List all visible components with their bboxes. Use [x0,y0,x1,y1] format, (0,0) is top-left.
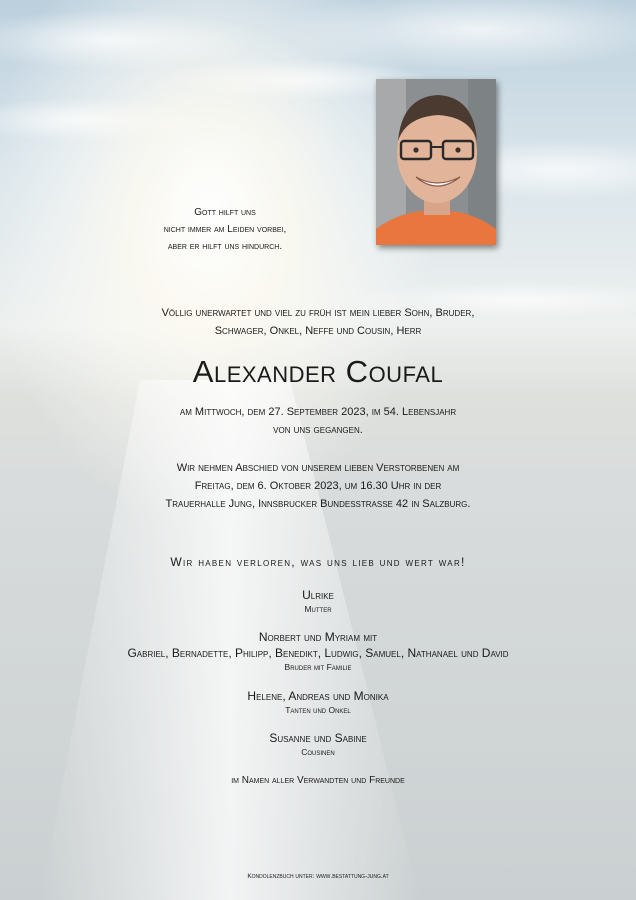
portrait-icon [376,79,496,245]
mourner-group [0,587,636,615]
farewell-line: Wir nehmen Abschied von unserem lieben Verstorbenen am [176,462,460,474]
mourner-name: Norbert und Myriam mit [258,630,378,644]
closing-line: im Namen aller Verwandten und Freunde [231,775,405,786]
mourner-group [0,629,636,673]
memorial-quote: Wir haben verloren, was uns lieb und wert war! [170,555,466,569]
portrait-photo [376,79,496,245]
farewell-line: Trauerhalle Jung, Innsbrucker Bundesstrasse 42 in Salzburg. [165,498,471,510]
death-line: am Mittwoch, dem 27. September 2023, im 54. Lebensjahr [179,406,457,418]
intro-line: Schwager, Onkel, Neffe und Cousin, Herr [214,325,422,337]
mourner-name: Helene, Andreas und Monika [247,689,389,703]
mourner-name: Susanne und Sabine [269,731,367,745]
intro-text [0,304,636,340]
mourner-group [0,688,636,716]
deceased-name: Alexander Coufal [192,354,444,389]
farewell-line: Freitag, dem 6. Oktober 2023, um 16.30 Uhr in der [194,480,442,492]
mourner-relation: Bruder mit Familie [284,662,352,672]
condolence-book-footer: Kondolenzbuch unter: www.bestattung-jung.at [247,873,389,880]
death-line: von uns gegangen. [273,424,363,436]
mourner-group [0,730,636,758]
mourner-relation: Cousinen [301,747,335,757]
mourner-name: Ulrike [302,588,334,602]
motto-line: nicht immer am Leiden vorbei, [163,224,287,235]
intro-line: Völlig unerwartet und viel zu früh ist mein lieber Sohn, Bruder, [161,307,475,319]
mourner-relation: Tanten und Onkel [285,705,351,715]
motto-line: aber er hilft uns hindurch. [167,241,283,252]
death-notice [0,403,636,439]
farewell-notice [0,459,636,513]
mourner-name: Gabriel, Bernadette, Philipp, Benedikt, Ludwig, Samuel, Nathanael und David [127,646,509,660]
mourner-relation: Mutter [304,604,332,614]
motto [130,204,320,255]
motto-line: Gott hilft uns [194,207,256,218]
